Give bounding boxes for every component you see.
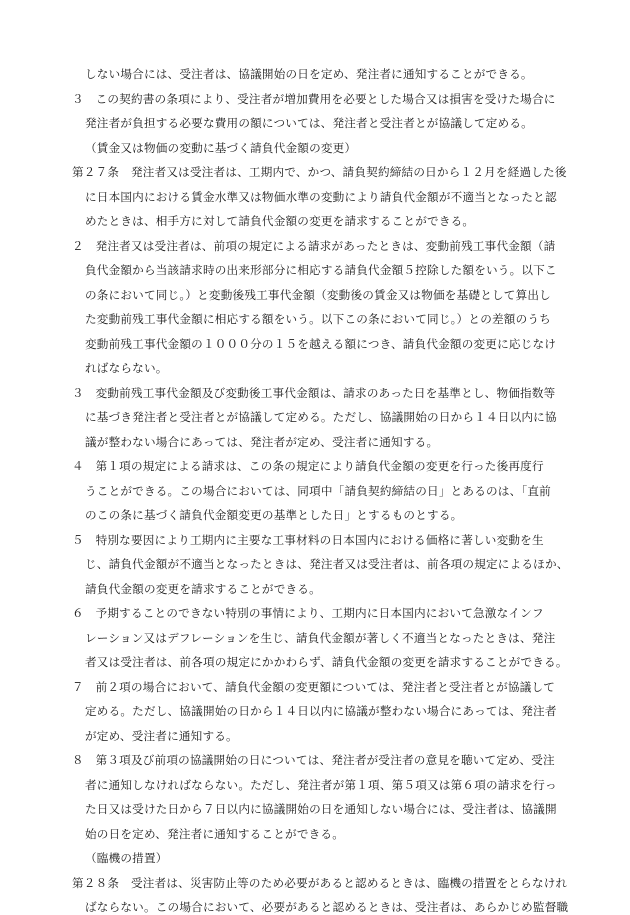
text-line: に基づき発注者と受注者とが協議して定める。ただし、協議開始の日から１４日以内に協 [85, 410, 557, 424]
text-line: に日本国内における賃金水準又は物価水準の変動により請負代金額が不適当となったと認 [85, 189, 557, 204]
text-line: 負代金額から当該請求時の出来形部分に相応する請負代金額５控除した額をいう。以下こ [85, 263, 557, 277]
text-line: めたときは、相手方に対して請負代金額の変更を請求することができる。 [85, 214, 475, 228]
text-line: ばならない。この場合において、必要があると認めるときは、受注者は、あらかじめ監督職 [85, 900, 569, 914]
text-line: じ、請負代金額が不適当となったときは、発注者又は受注者は、前各項の規定によるほか、 [85, 557, 569, 571]
text-line: ればならない。 [85, 361, 168, 375]
article-heading-line: 第２７条 発注者又は受注者は、工期内で、かつ、請負契約締結の日から１２月を経過した後 [72, 165, 567, 179]
text-line: ７ 前２項の場合において、請負代金額の変更額については、発注者と受注者とが協議して [72, 679, 556, 694]
text-line: の条において同じ。）と変動後残工事代金額（変動後の賃金又は物価を基礎として算出し [85, 287, 551, 302]
text-line: うことができる。この場合においては、同項中「請負契約締結の日」とあるのは、「直前 [85, 483, 551, 498]
text-line: た日又は受けた日から７日以内に協議開始の日を通知しない場合には、受注者は、協議開 [85, 802, 557, 816]
text-line: ５ 特別な要因により工期内に主要な工事材料の日本国内における価格に著しい変動を生 [72, 532, 544, 547]
text-line: ３ この契約書の条項により、受注者が増加費用を必要とした場合又は損害を受けた場合に [72, 91, 556, 106]
text-line: ２ 発注者又は受注者は、前項の規定による請求があったときは、変動前残工事代金額（請 [72, 238, 556, 253]
text-line: 変動前残工事代金額の１０００分の１５を越える額につき、請負代金額の変更に応じなけ [85, 336, 557, 351]
text-line: しない場合には、受注者は、協議開始の日を定め、発注者に通知することができる。 [85, 67, 533, 81]
section-heading: （臨機の措置） [85, 851, 168, 865]
text-line: 者に通知しなければならない。ただし、発注者が第１項、第５項又は第６項の請求を行っ [85, 777, 557, 792]
text-line: 始の日を定め、発注者に通知することができる。 [85, 826, 345, 841]
text-line: レーション又はデフレーションを生じ、請負代金額が著しく不適当となったときは、発注 [85, 630, 556, 645]
text-line: 定める。ただし、協議開始の日から１４日以内に協議が整わない場合にあっては、発注者 [85, 704, 557, 718]
text-line: ８ 第３項及び前項の協議開始の日については、発注者が受注者の意見を聴いて定め、受注 [72, 753, 555, 767]
text-line: が定め、受注者に通知する。 [85, 728, 238, 743]
text-line: た変動前残工事代金額に相応する額をいう。以下この条において同じ。）との差額のうち [85, 312, 551, 326]
text-line: 請負代金額の変更を請求することができる。 [85, 581, 321, 596]
text-line: ４ 第１項の規定による請求は、この条の規定により請負代金額の変更を行った後再度行 [72, 459, 544, 473]
text-line: 議が整わない場合にあっては、発注者が定め、受注者に通知する。 [85, 434, 439, 449]
section-heading: （賃金又は物価の変動に基づく請負代金額の変更） [85, 140, 357, 155]
text-line: のこの条に基づく請負代金額変更の基準とした日」とするものとする。 [85, 508, 463, 522]
text-line: 発注者が負担する必要な費用の額については、発注者と受注者とが協議して定める。 [85, 116, 533, 130]
text-line: ３ 変動前残工事代金額及び変動後工事代金額は、請求のあった日を基準とし、物価指数等 [72, 385, 556, 400]
text-line: ６ 予期することのできない特別の事情により、工期内に日本国内において急激なインフ [72, 606, 544, 620]
text-line: 者又は受注者は、前各項の規定にかかわらず、請負代金額の変更を請求することができる。 [85, 655, 568, 669]
article-heading-line: 第２８条 受注者は、災害防止等のため必要があると認めるときは、臨機の措置をとらなけれ [72, 875, 568, 890]
